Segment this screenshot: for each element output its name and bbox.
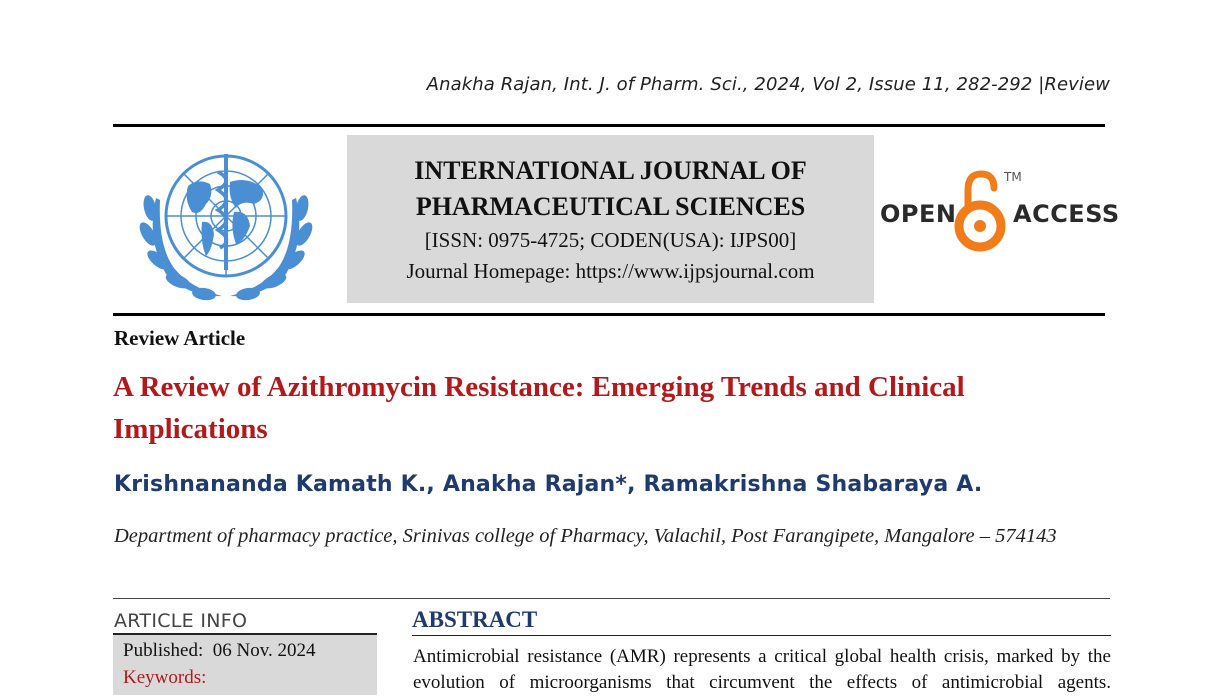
- article-info-panel: [113, 635, 377, 695]
- header-bottom-rule: [113, 313, 1105, 316]
- open-access-word-open: OPEN: [880, 200, 957, 228]
- section-divider: [113, 598, 1110, 599]
- published-date: Published: 06 Nov. 2024: [123, 640, 316, 661]
- open-access-logo: [880, 168, 1120, 252]
- author-list: Krishnananda Kamath K., Anakha Rajan*, Ramakrishna Shabaraya A.: [114, 472, 983, 497]
- abstract-body: Antimicrobial resistance (AMR) represents a critical global health crisis, marked by the evolution of microorganisms that circumvent the effects of antimicrobial agents.: [413, 646, 1111, 693]
- header-top-rule: [113, 124, 1105, 127]
- article-title: A Review of Azithromycin Resistance: Emerging Trends and Clinical Implications: [113, 371, 965, 445]
- running-head: Anakha Rajan, Int. J. of Pharm. Sci., 2024, Vol 2, Issue 11, 282-292 |Review: [426, 74, 1110, 95]
- trademark-mark: TM: [1004, 170, 1022, 184]
- journal-homepage: Journal Homepage: https://www.ijpsjournal.com: [406, 259, 815, 283]
- abstract-heading: ABSTRACT: [412, 607, 538, 632]
- who-emblem-logo: [126, 138, 326, 306]
- journal-issn: [ISSN: 0975-4725; CODEN(USA): IJPS00]: [424, 228, 797, 252]
- abstract-rule: [412, 635, 1111, 636]
- journal-masthead: [347, 135, 874, 303]
- article-info-heading: ARTICLE INFO: [114, 610, 248, 632]
- open-lock-icon: [954, 168, 1006, 252]
- journal-title: [347, 153, 874, 225]
- article-type-label: Review Article: [114, 326, 246, 350]
- keywords-label: Keywords:: [123, 667, 207, 688]
- journal-title-line-1: INTERNATIONAL JOURNAL OF: [414, 156, 807, 185]
- author-affiliation: Department of pharmacy practice, Srinivas college of Pharmacy, Valachil, Post Farangipete, Mangalore – 574143: [114, 525, 1057, 547]
- journal-title-line-2: PHARMACEUTICAL SCIENCES: [415, 192, 806, 221]
- open-access-word-access: ACCESS: [1013, 200, 1120, 228]
